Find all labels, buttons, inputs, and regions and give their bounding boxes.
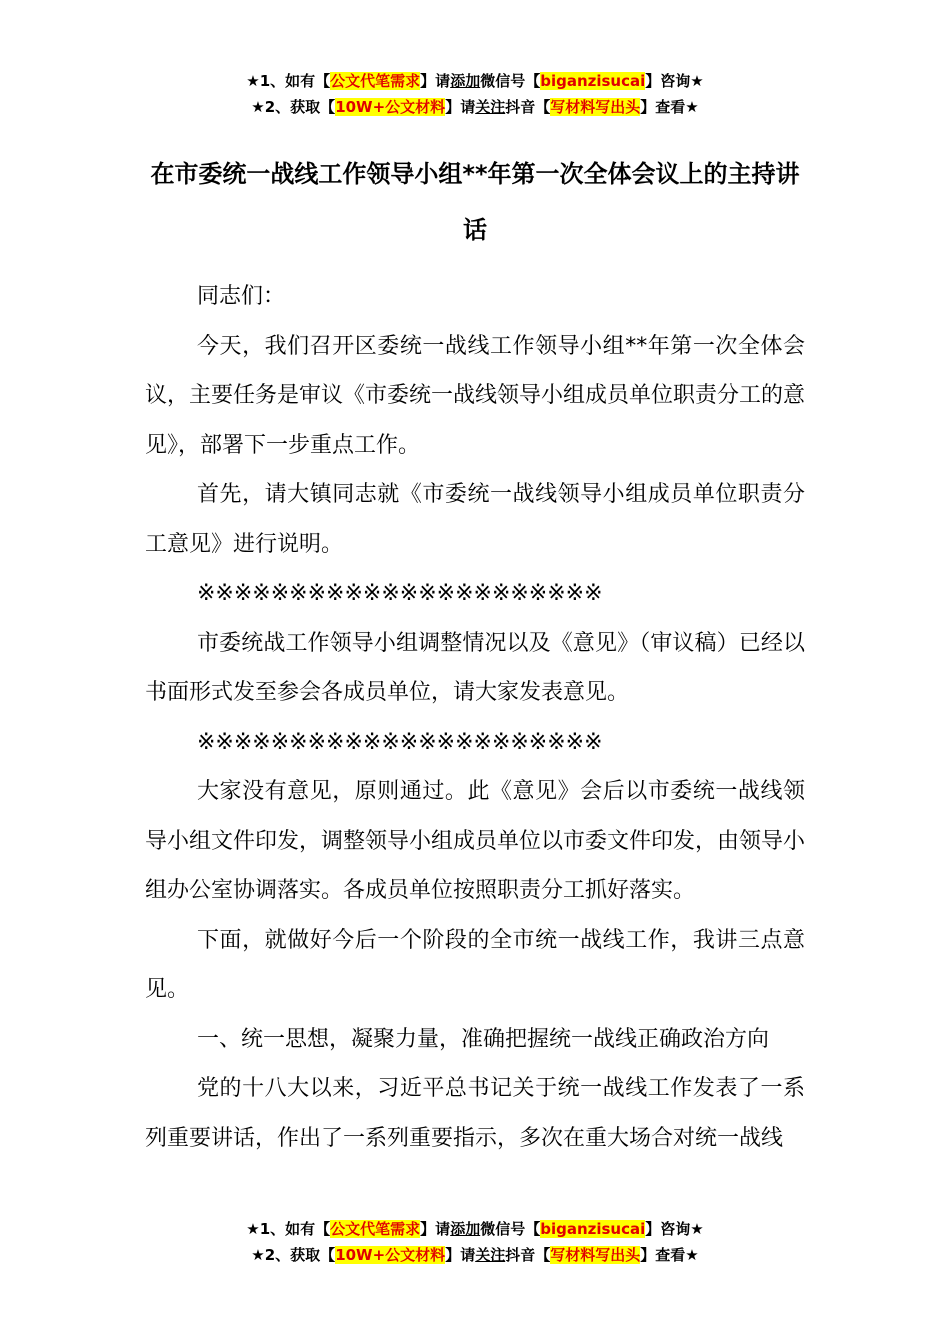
document-title: 在市委统一战线工作领导小组**年第一次全体会议上的主持讲话 — [150, 160, 800, 244]
banner-line-1: ★1、如有【公文代笔需求】请添加微信号【biganzisucai】咨询★ — [246, 72, 704, 90]
document-body — [145, 272, 805, 1163]
highlight-text: 10W+公文材料 — [335, 98, 446, 116]
highlight-text: 公文代笔需求 — [330, 72, 421, 90]
highlight-text: 公文代笔需求 — [330, 1220, 421, 1238]
paragraph: 市委统战工作领导小组调整情况以及《意见》（审议稿）已经以书面形式发至参会各成员单位，请大家发表意见。 — [145, 630, 805, 705]
paragraph: 今天，我们召开区委统一战线工作领导小组**年第一次全体会议，主要任务是审议《市委统一战线领导小组成员单位职责分工的意见》，部署下一步重点工作。 — [145, 333, 806, 458]
banner-line-1: ★1、如有【公文代笔需求】请添加微信号【biganzisucai】咨询★ — [246, 1220, 704, 1238]
banner-line-2: ★2、获取【10W+公文材料】请关注抖音【写材料写出头】查看★ — [251, 1246, 699, 1264]
highlight-text: 写材料写出头 — [550, 98, 641, 116]
footer-banner — [0, 1216, 950, 1268]
paragraph: 大家没有意见，原则通过。此《意见》会后以市委统一战线领导小组文件印发，调整领导小组成员单位以市委文件印发，由领导小组办公室协调落实。各成员单位按照职责分工抓好落实。 — [145, 779, 806, 903]
highlight-text: 10W+公文材料 — [335, 1246, 446, 1264]
paragraph: 同志们： — [197, 284, 286, 309]
banner-line-2: ★2、获取【10W+公文材料】请关注抖音【写材料写出头】查看★ — [251, 98, 699, 116]
highlight-text: 写材料写出头 — [550, 1246, 641, 1264]
paragraph: 党的十八大以来，习近平总书记关于统一战线工作发表了一系列重要讲话，作出了一系列重要指示，多次在重大场合对统一战线 — [145, 1076, 805, 1151]
header-banner — [0, 68, 950, 120]
paragraph: 首先，请大镇同志就《市委统一战线领导小组成员单位职责分工意见》进行说明。 — [145, 482, 805, 557]
highlight-text: biganzisucai — [540, 72, 646, 90]
section-heading: 一、统一思想，凝聚力量，准确把握统一战线正确政治方向 — [197, 1026, 770, 1052]
highlight-text: biganzisucai — [540, 1220, 646, 1238]
separator-line: ※※※※※※※※※※※※※※※※※※※※※※ — [197, 729, 603, 755]
separator-line: ※※※※※※※※※※※※※※※※※※※※※※ — [197, 581, 603, 606]
paragraph: 下面，就做好今后一个阶段的全市统一战线工作，我讲三点意见。 — [145, 927, 805, 1002]
